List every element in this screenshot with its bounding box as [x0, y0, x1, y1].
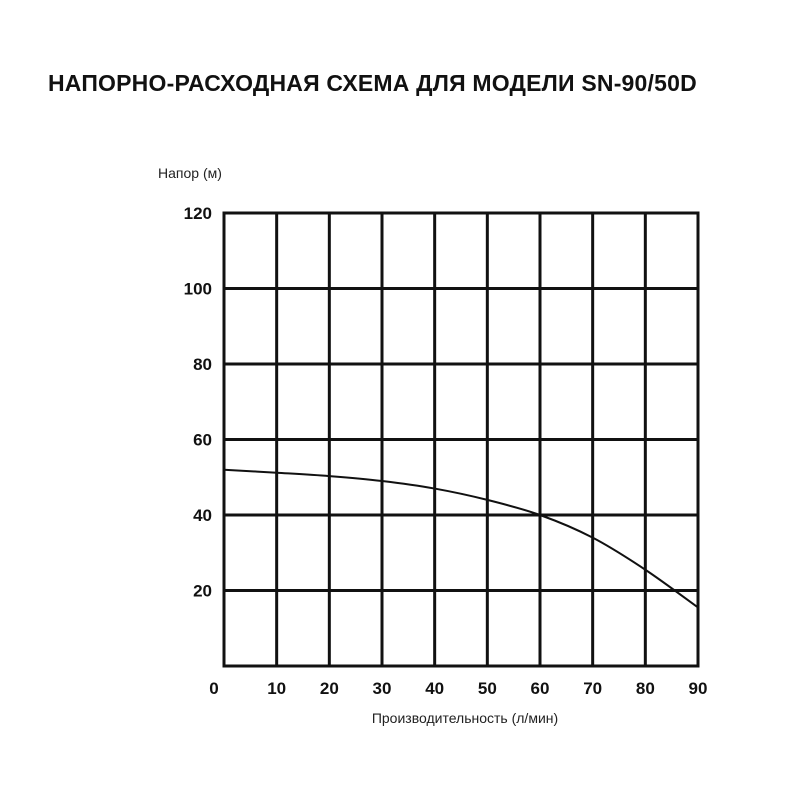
x-tick-label-0: 0 [209, 679, 219, 698]
x-tick-label-20: 20 [319, 679, 339, 698]
x-tick-label-80: 80 [635, 679, 655, 698]
x-tick-label-60: 60 [530, 679, 550, 698]
y-tick-label-40: 40 [193, 506, 212, 525]
x-tick-label-70: 70 [583, 679, 603, 698]
x-tick-labels [209, 679, 707, 698]
chart-grid [223, 213, 700, 666]
y-axis-label: Напор (м) [158, 165, 222, 181]
x-tick-label-90: 90 [688, 679, 708, 698]
series-line-0 [224, 470, 698, 608]
x-tick-label-10: 10 [267, 679, 287, 698]
chart-title: НАПОРНО-РАСХОДНАЯ СХЕМА ДЛЯ МОДЕЛИ SN-90/50D [48, 70, 697, 96]
x-tick-label-50: 50 [477, 679, 497, 698]
chart-series [224, 470, 698, 608]
y-tick-labels [184, 204, 212, 601]
y-tick-label-100: 100 [183, 279, 212, 299]
x-tick-label-40: 40 [425, 679, 445, 698]
x-tick-label-30: 30 [372, 679, 392, 698]
y-tick-label-60: 60 [193, 430, 212, 450]
y-tick-label-120: 120 [183, 204, 212, 223]
x-axis-label: Производительность (л/мин) [371, 710, 559, 726]
y-tick-label-80: 80 [193, 355, 212, 374]
y-tick-label-20: 20 [193, 581, 212, 601]
